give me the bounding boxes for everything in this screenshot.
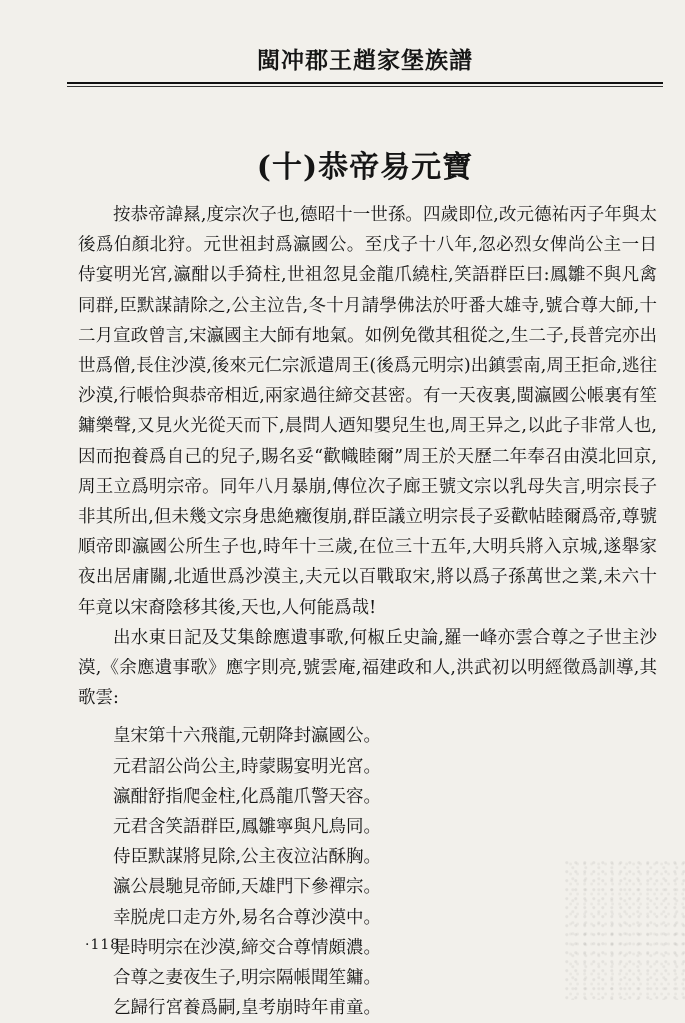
poem-line: 瀛公晨馳見帝師,天雄門下參禪宗。 bbox=[113, 877, 382, 898]
paragraph: 按恭帝諱㬎,度宗次子也,德昭十一世孫。四歲即位,改元德祐丙子年與太後爲伯顏北狩。元世祖封爲瀛國公。至戊子十八年,忽必烈女俾尚公主一日侍宴明光宮,瀛酣以手猗柱,世祖忽見金龍爪繞柱,笑語群臣曰:鳳雛不與凡禽同群,臣默謀請除之,公主泣告,冬十月請學佛法於吁番大雄寺,號合尊大師,十二月宣政曾言,宋瀛國主大師有地氣。如例免徵其租從之,生二子,長普完亦出世爲僧,長住沙漠,後來元仁宗派遣周王(後爲元明宗)出鎮雲南,周王拒命,逃往沙漠,行帳恰與恭帝相近,兩家過往締交甚密。有一天夜裏,閩瀛國公帳裏有笙鏞樂聲,又見火光從天而下,晨問人迺知嬰兒生也,周王异之,以此子非常人也,因而抱養爲自己的兒子,賜名妥“歡幟睦爾”周王於天歷二年奉召由漠北回京,周王立爲明宗帝。同年八月暴崩,傳位次子廊王號文宗以乳母失言,明宗長子非其所出,但未幾文宗身患絶癥復崩,群臣議立明宗長子妥歡帖睦爾爲帝,尊號順帝即瀛國公所生子也,時年十三歲,在位三十五年,大明兵將入京城,遂舉家夜出居庸關,北遁世爲沙漠主,夫元以百戰取宋,將以爲子孫萬世之業,未六十年竟以宋裔陰移其後,天也,人何能爲哉! bbox=[78, 205, 657, 618]
body-text bbox=[78, 200, 657, 1023]
poem-line: 侍臣默謀將見除,公主夜泣沾酥胸。 bbox=[113, 847, 382, 868]
chapter-title: (十)恭帝易元寶 bbox=[256, 150, 474, 185]
page-header bbox=[67, 46, 663, 80]
poem bbox=[78, 721, 657, 1023]
poem-line: 是時明宗在沙漠,締交合尊情頗濃。 bbox=[113, 937, 382, 958]
page-number: ·118· bbox=[85, 937, 126, 953]
book-title: 閩冲郡王趙家堡族譜 bbox=[257, 48, 473, 74]
poem-line: 元君含笑語群臣,鳳雛寧與凡鳥同。 bbox=[113, 817, 382, 838]
header-rule bbox=[67, 82, 663, 84]
poem-line: 合尊之妻夜生子,明宗隔帳聞笙鏞。 bbox=[113, 968, 382, 989]
paragraph: 出水東日記及艾集餘應遺事歌,何椒丘史論,羅一峰亦雲合尊之子世主沙漠,《余應遺事歌》應字則亮,號雲庵,福建政和人,洪武初以明經徵爲訓導,其歌雲: bbox=[78, 627, 657, 709]
poem-line: 元君詔公尚公主,時蒙賜宴明光宮。 bbox=[113, 756, 382, 777]
poem-line: 瀛酣舒指爬金柱,化爲龍爪警天容。 bbox=[113, 786, 382, 807]
poem-line: 幸脱虎口走方外,易名合尊沙漠中。 bbox=[113, 907, 382, 928]
poem-line: 皇宋第十六飛龍,元朝降封瀛國公。 bbox=[113, 726, 382, 747]
poem-line: 乞歸行宮養爲嗣,皇考崩時年甫童。 bbox=[113, 998, 382, 1019]
header-rule-thin bbox=[67, 86, 663, 87]
